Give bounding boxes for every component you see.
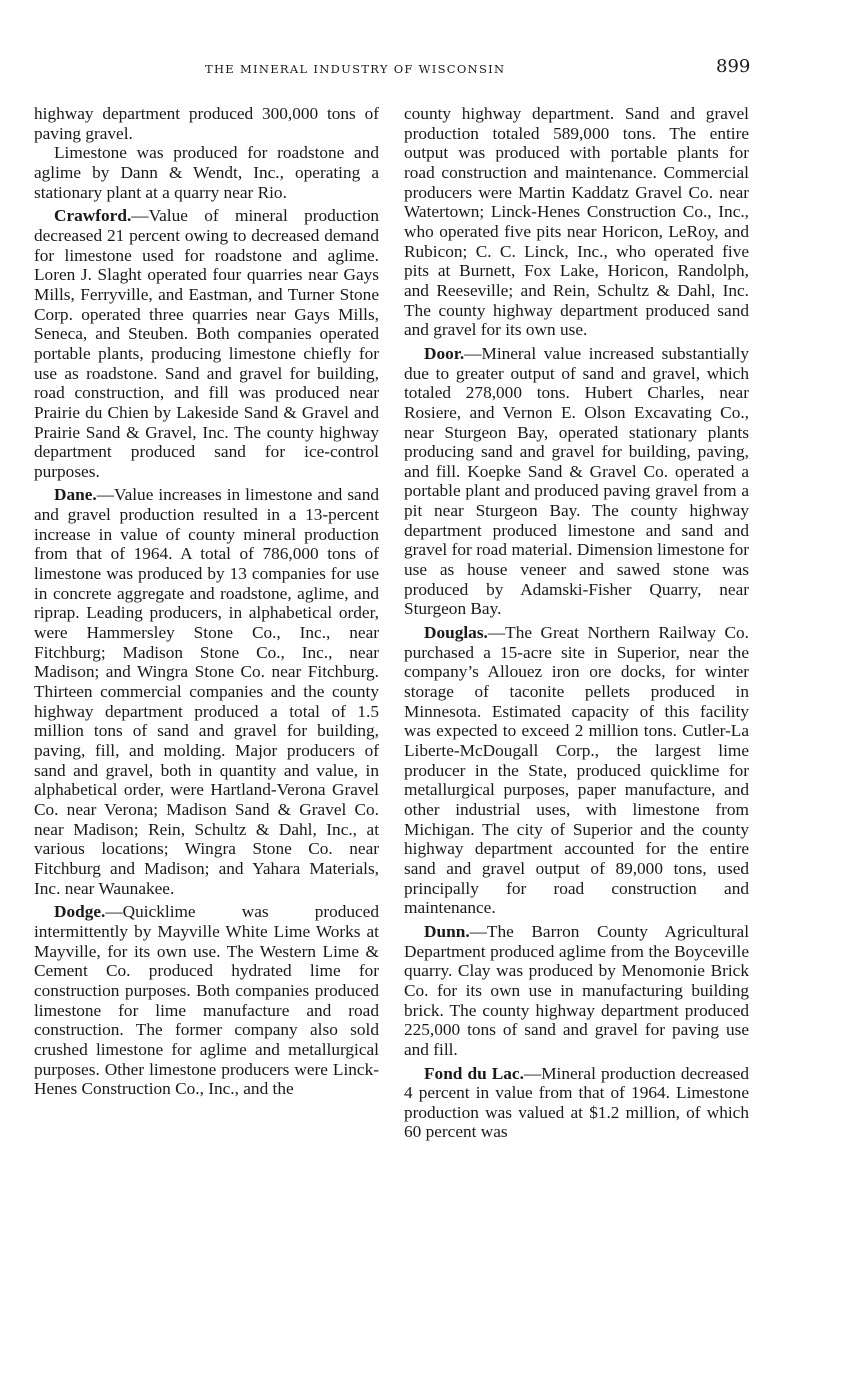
paragraph-douglas: [404, 623, 749, 918]
county-heading-douglas: Douglas.: [424, 623, 488, 643]
crawford-text: —Value of mineral production decreased 21 percent owing to decreased demand for limestone used for roadstone and aglime. Loren J. Slaght operated four quarries near Gays Mills, Ferryville, and Eastman, and Turner Stone Corp. operated three quarries near Gays Mills, Seneca, and Steuben. Both companies operated portable plants, producing limestone chiefly for use as roadstone. Sand and gravel for building, road construction, and fill was produced near Prairie du Chien by Lakeside Sand & Gravel and Prairie Sand & Gravel, Inc. The county highway department produced sand for ice-control purposes.: [34, 206, 379, 481]
paragraph-crawford: [34, 206, 379, 481]
paragraph-continued: highway department produced 300,000 tons of paving gravel.: [34, 104, 379, 143]
paragraph-dane: [34, 485, 379, 898]
right-column: [404, 104, 749, 1142]
running-head-title: THE MINERAL INDUSTRY OF WISCONSIN: [205, 62, 506, 76]
county-heading-dane: Dane.: [54, 485, 97, 505]
paragraph-dunn: [404, 922, 749, 1060]
dodge-text: —Quicklime was produced intermittently by Mayville White Lime Works at Mayville, for its own use. The Western Lime & Cement Co. produced hydrated lime for construction purposes. Both companies produced limestone for lime manufacture and road construction. The former company also sold crushed limestone for aglime and metallurgical purposes. Other limestone producers were Linck-Henes Construction Co., Inc., and the: [34, 902, 379, 1099]
door-text: —Mineral value increased substantially due to greater output of sand and gravel, which totaled 278,000 tons. Hubert Charles, near Rosiere, and Vernon E. Olson Excavating Co., near Sturgeon Bay, operated stationary plants producing sand and gravel for building, paving, and fill. Koepke Sand & Gravel Co. operated a portable plant and produced paving gravel from a pit near Sturgeon Bay. The county highway department produced limestone and sand and gravel for road material. Dimension limestone for use as house veneer and sawed stone was produced by Adamski-Fisher Quarry, near Sturgeon Bay.: [404, 343, 749, 619]
page-number: 899: [716, 56, 751, 77]
dunn-text: —The Barron County Agricultural Department produced aglime from the Boyceville quarry. Clay was produced by Menomonie Brick Co. for its own use in manufacturing building brick. The county highway department produced 225,000 tons of sand and gravel for paving use and fill.: [404, 921, 749, 1059]
paragraph-limestone-rio: Limestone was produced for roadstone and aglime by Dann & Wendt, Inc., operating a stationary plant at a quarry near Rio.: [34, 143, 379, 202]
county-heading-dodge: Dodge.: [54, 902, 106, 922]
county-heading-door: Door.: [424, 343, 465, 363]
county-heading-fond-du-lac: Fond du Lac.: [424, 1063, 524, 1083]
douglas-text: —The Great Northern Railway Co. purchased a 15-acre site in Superior, near the company’s Allouez iron ore docks, for winter storage of taconite pellets produced in Minnesota. Estimated capacity of this facility was expected to exceed 2 million tons. Cutler-La Liberte-McDougall Corp., the largest lime producer in the State, produced quicklime for metallurgical purposes, paper manufacture, and other industrial uses, with limestone from Michigan. The city of Superior and the county highway department accounted for the entire sand and gravel output of 89,000 tons, used principally for road construction and maintenance.: [404, 623, 749, 918]
paragraph-fond-du-lac: [404, 1064, 749, 1143]
left-column: [34, 104, 379, 1099]
paragraph-dodge-continued: county highway department. Sand and gravel production totaled 589,000 tons. The entire output was produced with portable plants for road construction and maintenance. Commercial producers were Martin Kaddatz Gravel Co. near Watertown; Linck-Henes Construction Co., Inc., who operated five pits near Horicon, LeRoy, and Rubicon; C. C. Linck, Inc., who operated five pits at Burnett, Fox Lake, Horicon, Randolph, and Reeseville; and Rein, Schultz & Dahl, Inc. The county highway department produced sand and gravel for its own use.: [404, 104, 749, 340]
dane-text: —Value increases in limestone and sand and gravel production resulted in a 13-percent increase in value of county mineral production from that of 1964. A total of 786,000 tons of limestone was produced by 13 companies for use in concrete aggregate and roadstone, aglime, and riprap. Leading producers, in alphabetical order, were Hammersley Stone Co., Inc., near Fitchburg; Madison Stone Co., Inc., near Madison; and Wingra Stone Co. near Fitchburg. Thirteen commercial companies and the county highway department produced a total of 1.5 million tons of sand and gravel for building, paving, fill, and molding. Major producers of sand and gravel, both in quantity and value, in alphabetical order, were Hartland-Verona Gravel Co. near Verona; Madison Sand & Gravel Co. near Madison; Rein, Schultz & Dahl, Inc., at various locations; Wingra Stone Co. near Fitchburg and Madison; and Yahara Materials, Inc. near Waunakee.: [34, 485, 379, 898]
paragraph-door: [404, 344, 749, 619]
paragraph-dodge: [34, 902, 379, 1099]
fond-du-lac-text: —Mineral production decreased 4 percent in value from that of 1964. Limestone production was valued at $1.2 million, of which 60 percent was: [404, 1063, 749, 1142]
county-heading-crawford: Crawford.: [54, 206, 132, 226]
county-heading-dunn: Dunn.: [424, 921, 470, 941]
